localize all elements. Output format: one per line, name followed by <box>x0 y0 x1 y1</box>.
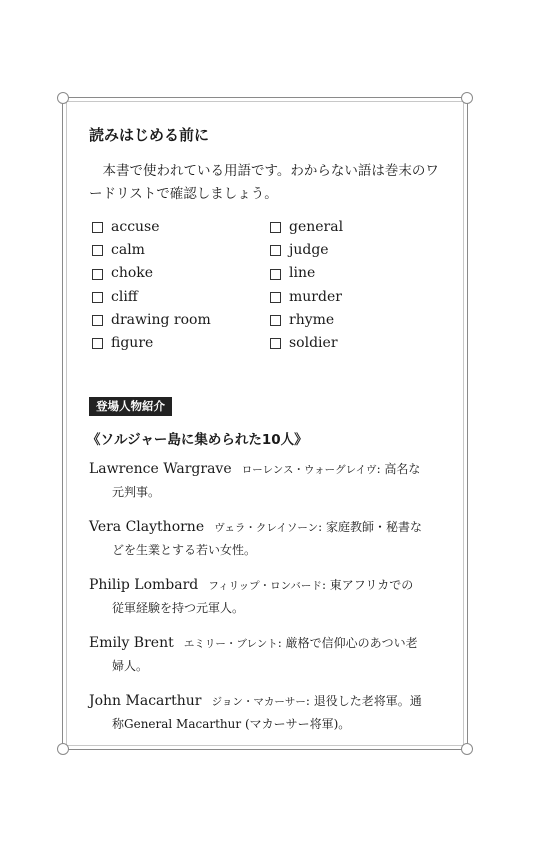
intro-text: 本書で使われている用語です。わからない語は巻末のワードリストで確認しましょう。 <box>89 163 439 202</box>
word-item <box>270 332 343 355</box>
word-item <box>92 309 211 332</box>
character-reading: フィリップ・ロンバード <box>208 580 322 592</box>
frame-corner-ornament <box>461 743 473 755</box>
word-label: line <box>289 265 316 282</box>
word-label: accuse <box>111 219 160 235</box>
character-entry <box>89 689 441 734</box>
character-entry <box>89 515 441 560</box>
character-desc: : 厳格で信仰心のあつい老 <box>277 636 418 650</box>
character-reading: エミリー・ブレント <box>183 638 278 650</box>
frame-corner-ornament <box>57 92 69 104</box>
character-reading: ジョン・マカーサー <box>211 696 306 708</box>
word-label: calm <box>111 242 145 259</box>
word-item <box>92 332 211 355</box>
checkbox-icon <box>92 222 103 233</box>
checkbox-icon <box>92 292 103 303</box>
word-item <box>92 216 211 239</box>
character-desc: : 家庭教師・秘書な <box>318 520 423 534</box>
frame-corner-ornament <box>461 92 473 104</box>
checkbox-icon <box>270 315 281 326</box>
character-list <box>89 457 441 747</box>
character-desc: : 東アフリカでの <box>321 578 414 592</box>
character-reading: ローレンス・ウォーグレイヴ <box>241 464 377 476</box>
character-entry <box>89 631 441 676</box>
characters-subheading: 《ソルジャー島に集められた10人》 <box>87 432 308 448</box>
word-label: choke <box>111 265 154 282</box>
checkbox-icon <box>270 292 281 303</box>
word-item <box>270 309 343 332</box>
word-label: murder <box>289 288 342 305</box>
character-desc-cont: どを生業とする若い女性。 <box>112 543 257 557</box>
word-label: figure <box>111 335 154 352</box>
checkbox-icon <box>92 245 103 256</box>
character-desc: : 退役した老将軍。通 <box>305 694 422 708</box>
checkbox-icon <box>270 269 281 280</box>
word-item <box>270 286 343 309</box>
character-desc-cont: 従軍経験を持つ元軍人。 <box>112 601 245 615</box>
word-label: cliff <box>111 288 138 305</box>
word-item <box>92 239 211 262</box>
word-label: rhyme <box>289 311 335 328</box>
character-desc-cont: 元判事。 <box>112 485 161 499</box>
checkbox-icon <box>270 338 281 349</box>
checkbox-icon <box>92 315 103 326</box>
character-entry <box>89 457 441 502</box>
character-entry <box>89 573 441 618</box>
section-heading: 読みはじめる前に <box>89 126 210 144</box>
word-list-right <box>270 216 343 355</box>
word-item <box>270 216 343 239</box>
word-label: judge <box>289 242 329 259</box>
word-label: soldier <box>289 335 338 352</box>
character-reading: ヴェラ・クレイソーン <box>214 522 319 534</box>
word-item <box>92 262 211 285</box>
checkbox-icon <box>270 222 281 233</box>
word-list-left <box>92 216 211 355</box>
character-name: John Macarthur <box>89 693 202 709</box>
checkbox-icon <box>92 338 103 349</box>
checkbox-icon <box>92 269 103 280</box>
frame-corner-ornament <box>57 743 69 755</box>
word-item <box>270 239 343 262</box>
word-item <box>270 262 343 285</box>
word-item <box>92 286 211 309</box>
word-label: drawing room <box>111 311 211 328</box>
word-label: general <box>289 219 344 235</box>
character-name: Emily Brent <box>89 635 174 651</box>
checkbox-icon <box>270 245 281 256</box>
character-name: Vera Claythorne <box>89 519 205 535</box>
characters-badge: 登場人物紹介 <box>89 397 172 416</box>
character-desc-cont: 称General Macarthur (マカーサー将軍)。 <box>112 717 351 731</box>
character-name: Philip Lombard <box>89 577 199 593</box>
character-desc-cont: 婦人。 <box>112 659 149 673</box>
character-desc: : 高名な <box>376 462 421 476</box>
character-name: Lawrence Wargrave <box>89 461 232 477</box>
